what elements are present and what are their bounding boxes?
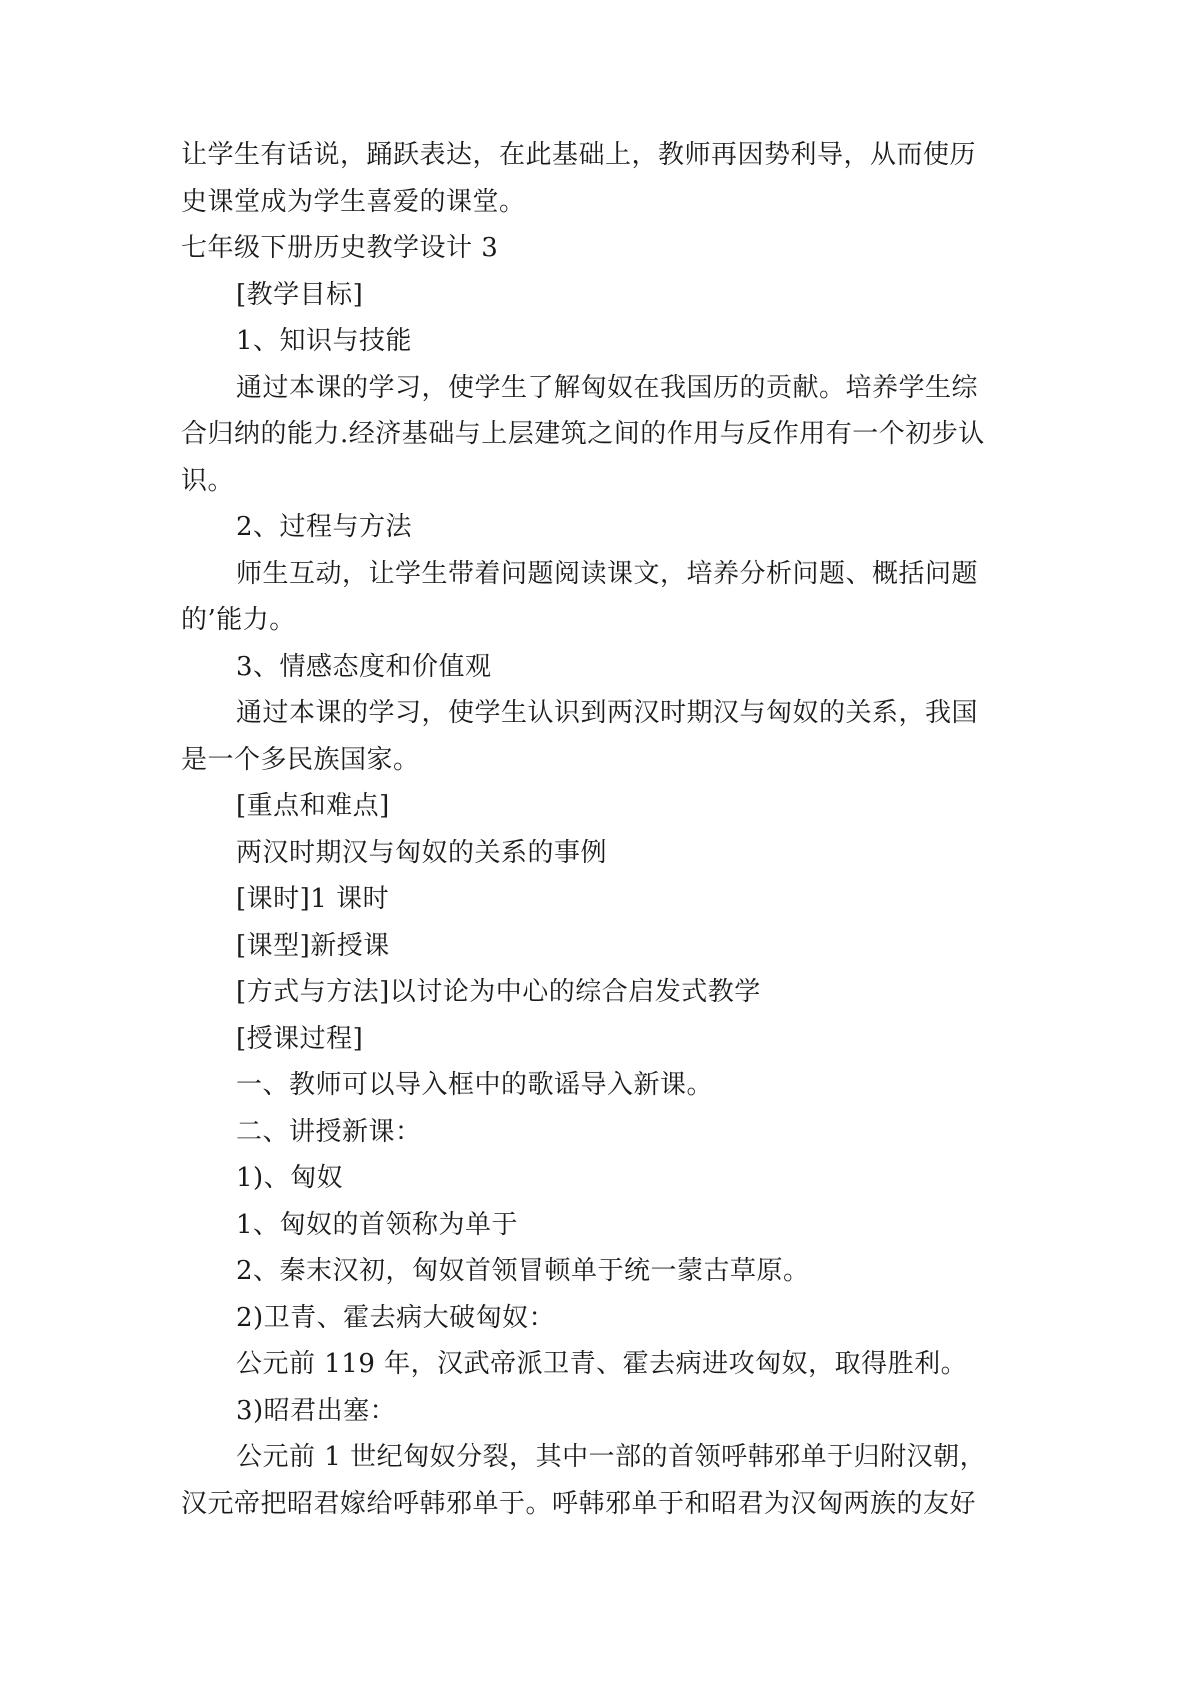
- text-line: [方式与方法]以讨论为中心的综合启发式教学: [236, 977, 761, 1007]
- text-line: 的’能力。: [181, 605, 296, 635]
- text-line: [教学目标]: [236, 279, 364, 310]
- text-line: 让学生有话说，踊跃表达，在此基础上，教师再因势利导，从而使历: [181, 140, 977, 170]
- text-line: [课型]新授课: [236, 930, 390, 961]
- text-line: 公元前 119 年，汉武帝派卫青、霍去病进攻匈奴，取得胜利。: [236, 1349, 968, 1379]
- text-line: 2、秦末汉初，匈奴首领冒顿单于统一蒙古草原。: [236, 1256, 810, 1286]
- text-line: 3、情感态度和价值观: [236, 651, 492, 682]
- text-line: 师生互动，让学生带着问题阅读课文，培养分析问题、概括问题: [236, 558, 979, 589]
- text-line: 3)昭君出塞：: [236, 1395, 397, 1426]
- text-line: 2、过程与方法: [236, 512, 413, 542]
- text-line: 两汉时期汉与匈奴的关系的事例: [236, 837, 608, 868]
- text-line: 1)、匈奴: [236, 1163, 344, 1193]
- text-line: [课时]1 课时: [236, 884, 390, 914]
- text-line: 一、教师可以导入框中的歌谣导入新课。: [236, 1070, 714, 1100]
- text-line: 识。: [181, 465, 235, 496]
- text-line: 史课堂成为学生喜爱的课堂。: [181, 186, 526, 217]
- text-line: 是一个多民族国家。: [181, 744, 420, 775]
- text-line: 通过本课的学习，使学生认识到两汉时期汉与匈奴的关系，我国: [236, 698, 979, 728]
- text-line: 合归纳的能力.经济基础与上层建筑之间的作用与反作用有一个初步认: [181, 419, 985, 449]
- text-line: 1、知识与技能: [236, 326, 413, 356]
- text-line: 二、讲授新课：: [236, 1116, 422, 1147]
- text-line: 汉元帝把昭君嫁给呼韩邪单于。呼韩邪单于和昭君为汉匈两族的友好: [181, 1488, 977, 1519]
- text-line: 1、匈奴的首领称为单于: [236, 1209, 519, 1240]
- text-line: 七年级下册历史教学设计 3: [181, 233, 499, 263]
- text-line: 2)卫青、霍去病大破匈奴：: [236, 1302, 556, 1333]
- text-line: [授课过程]: [236, 1023, 364, 1054]
- text-line: [重点和难点]: [236, 791, 390, 821]
- document-body: [181, 132, 1021, 1527]
- text-line: 公元前 1 世纪匈奴分裂，其中一部的首领呼韩邪单于归附汉朝，: [236, 1442, 987, 1472]
- text-line: 通过本课的学习，使学生了解匈奴在我国历的贡献。培养学生综: [236, 372, 979, 403]
